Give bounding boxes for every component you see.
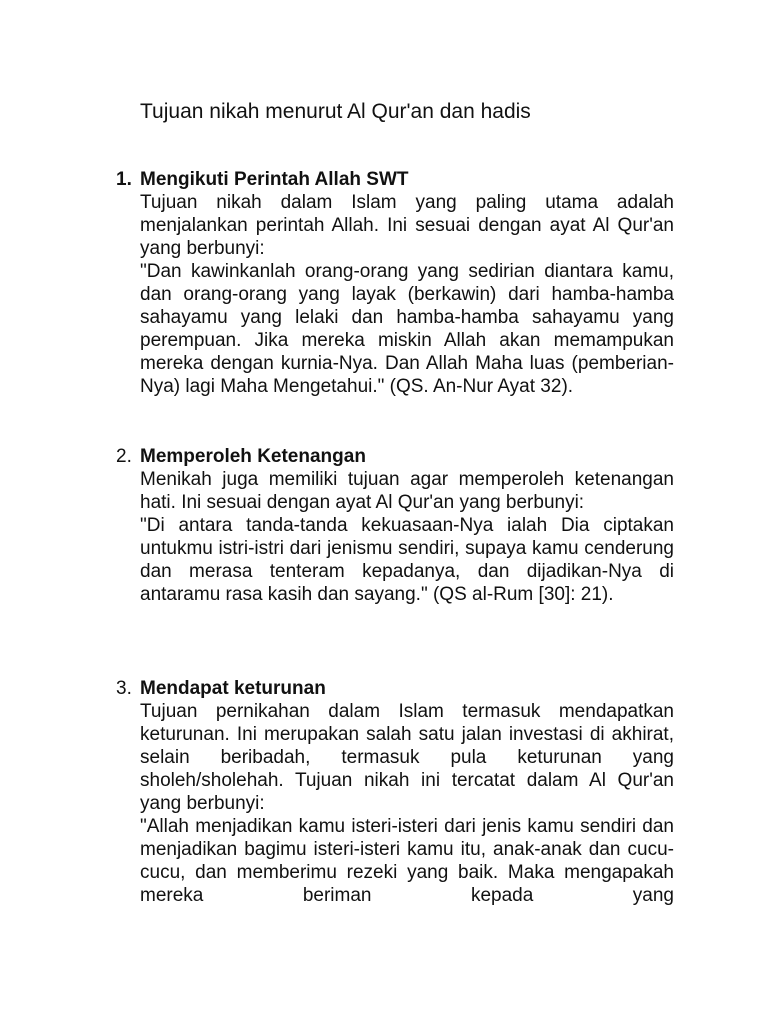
section-1-number: 1. [116, 169, 132, 190]
section-3 [116, 677, 674, 907]
section-3-number: 3. [116, 678, 132, 699]
document-title: Tujuan nikah menurut Al Qur'an dan hadis [140, 100, 531, 123]
section-1-quote: "Dan kawinkanlah orang-orang yang sedirian diantara kamu, dan orang-orang yang layak (berkawin) dari hamba-hamba sahayamu yang lelaki dan hamba-hamba sahayamu yang perempuan. Jika mereka miskin Allah akan memampukan mereka dengan kurnia-Nya. Dan Allah Maha luas (pemberian-Nya) lagi Maha Mengetahui." (QS. An-Nur Ayat 32). [140, 261, 674, 397]
section-2-heading: Memperoleh Ketenangan [140, 446, 366, 467]
section-1-heading: Mengikuti Perintah Allah SWT [140, 169, 409, 190]
section-3-heading-row [116, 677, 674, 700]
section-2-number: 2. [116, 446, 132, 467]
section-1-heading-row [116, 168, 674, 191]
section-1-paragraph-1: Tujuan nikah dalam Islam yang paling utama adalah menjalankan perintah Allah. Ini sesuai dengan ayat Al Qur'an yang berbunyi: [140, 192, 674, 259]
section-2 [116, 445, 674, 606]
section-1 [116, 168, 674, 398]
section-3-paragraph-1: Tujuan pernikahan dalam Islam termasuk mendapatkan keturunan. Ini merupakan salah satu jalan investasi di akhirat, selain beribadah, termasuk pula keturunan yang sholeh/sholehah. Tujuan nikah ini tercatat dalam Al Qur'an yang berbunyi: [140, 701, 674, 814]
section-2-heading-row [116, 445, 674, 468]
section-3-heading: Mendapat keturunan [140, 678, 326, 699]
section-2-paragraph-1: Menikah juga memiliki tujuan agar memperoleh ketenangan hati. Ini sesuai dengan ayat Al Qur'an yang berbunyi: [140, 469, 674, 513]
section-3-quote: "Allah menjadikan kamu isteri-isteri dari jenis kamu sendiri dan menjadikan bagimu isteri-isteri kamu itu, anak-anak dan cucu-cucu, dan memberimu rezeki yang baik. Maka mengapakah mereka beriman kepada yang [140, 816, 674, 906]
section-2-quote: "Di antara tanda-tanda kekuasaan-Nya ialah Dia ciptakan untukmu istri-istri dari jenismu sendiri, supaya kamu cenderung dan merasa tenteram kepadanya, dan dijadikan-Nya di antaramu rasa kasih dan sayang." (QS al-Rum [30]: 21). [140, 515, 674, 605]
